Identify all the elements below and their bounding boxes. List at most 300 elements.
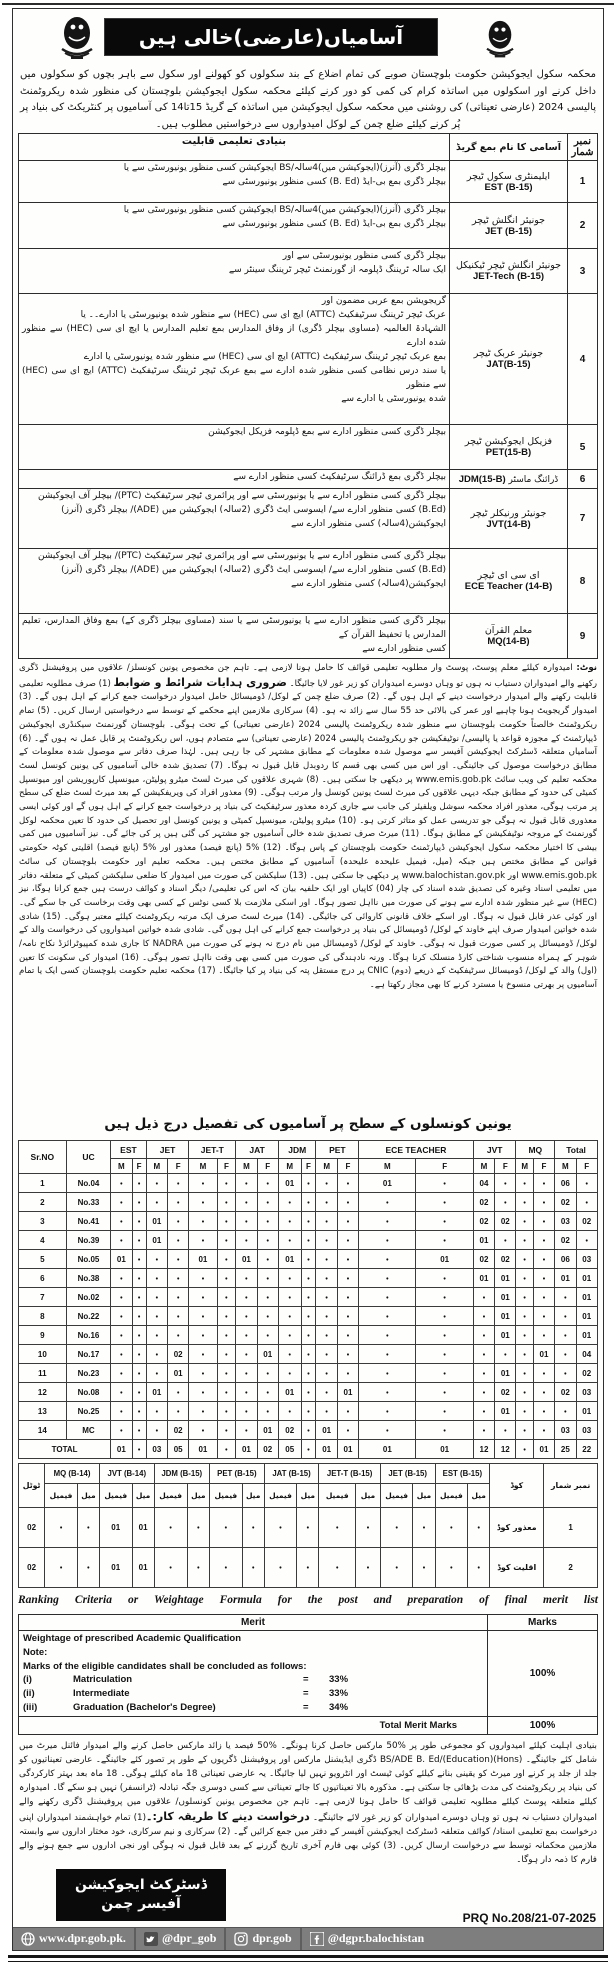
uc-value-cell: •	[533, 1193, 554, 1212]
uc-value-cell: •	[495, 1231, 516, 1250]
uc-value-cell: •	[132, 1288, 146, 1307]
uc-value-cell: •	[516, 1269, 533, 1288]
uc-group-header: JAT	[236, 1141, 279, 1159]
uc-value-cell: •	[278, 1402, 301, 1421]
qualification-line: ایک سالہ ٹریننگ ڈپلومہ از گورنمنٹ ٹیچر ٹریننگ سینٹر سے	[228, 264, 446, 275]
uc-value-cell: •	[359, 1231, 416, 1250]
uc-value-cell: •	[217, 1231, 236, 1250]
merit-items	[23, 1673, 483, 1714]
uc-value-cell: •	[473, 1307, 494, 1326]
post-name: ڈرائنگ ماسٹر JDM(15-B)	[458, 473, 559, 485]
uc-mf-header: M	[555, 1159, 576, 1174]
uc-value-cell: •	[359, 1326, 416, 1345]
posts-table-body	[19, 161, 598, 659]
uc-value-cell: •	[189, 1402, 217, 1421]
uc-value-cell: •	[359, 1250, 416, 1269]
uc-value-cell: •	[111, 1288, 132, 1307]
uc-value-cell: •	[301, 1193, 316, 1212]
qualification-line: بیچلر ڈگری کسی منظور ادارے سے یا یونیورسٹی سے یا سند (مساوی بیچلر ڈگری کے) بمع وفاق المدارس، تعلیم المدارس یا تحفیظ القرآن کے	[22, 616, 446, 640]
uc-value-cell: 02	[555, 1383, 576, 1402]
uc-group-header: JDM	[278, 1141, 316, 1159]
uc-value-cell: •	[516, 1345, 533, 1364]
uc-value-cell: •	[359, 1364, 416, 1383]
post-name-cell	[450, 294, 568, 425]
uc-value-cell: 01	[146, 1212, 167, 1231]
uc-data-row	[19, 1193, 598, 1212]
uc-value-cell: •	[516, 1364, 533, 1383]
uc-total-cell: 01	[236, 1440, 257, 1459]
merit-item-n: (ii)	[23, 1688, 35, 1700]
uc-value-cell: •	[168, 1288, 189, 1307]
uc-value-cell: •	[236, 1421, 257, 1440]
uc-value-cell: •	[316, 1345, 337, 1364]
post-name: جونیئر انگلش ٹیچر	[471, 214, 546, 226]
uc-value-cell: •	[132, 1231, 146, 1250]
quota-value-cell: •	[468, 1508, 490, 1548]
uc-value-cell: •	[416, 1212, 473, 1231]
qualification-line: شدہ یونیورسٹی یا ادارے سے	[341, 393, 446, 404]
uc-total-cell: 01	[359, 1440, 416, 1459]
uc-value-cell: •	[168, 1174, 189, 1193]
quota-value-cell: 01	[132, 1548, 154, 1588]
uc-value-cell: •	[576, 1231, 598, 1250]
uc-data-row	[19, 1326, 598, 1345]
uc-value-cell: •	[278, 1326, 301, 1345]
uc-value-cell: •	[416, 1174, 473, 1193]
posts-table	[18, 133, 598, 659]
uc-value-cell: •	[473, 1421, 494, 1440]
uc-table-title: یونین کونسلوں کے سطح پر آسامیوں کی تفصیل درج ذیل ہیں	[104, 1116, 512, 1132]
uc-total-cell: 01	[316, 1440, 337, 1459]
uc-value-cell: •	[316, 1269, 337, 1288]
post-code: JVT(14-B)	[486, 518, 531, 530]
uc-value-cell: 01	[236, 1250, 257, 1269]
uc-value-cell: •	[111, 1383, 132, 1402]
uc-value-cell: •	[236, 1307, 257, 1326]
uc-name-cell: No.38	[66, 1269, 110, 1288]
government-emblem-icon	[480, 19, 520, 65]
uc-value-cell: 02	[576, 1212, 598, 1231]
uc-value-cell: •	[146, 1402, 167, 1421]
uc-value-cell: •	[236, 1345, 257, 1364]
uc-group-header: EST	[111, 1141, 146, 1159]
posts-table-header-row	[19, 134, 598, 161]
post-code: JAT(B-15)	[486, 359, 531, 370]
uc-data-row	[19, 1402, 598, 1421]
uc-value-cell: •	[236, 1402, 257, 1421]
uc-mf-header: F	[168, 1159, 189, 1174]
uc-header-row	[19, 1141, 598, 1159]
uc-value-cell: •	[217, 1383, 236, 1402]
quota-value-cell: •	[413, 1548, 435, 1588]
quota-code-cell: معذور کوڈ	[490, 1508, 544, 1548]
uc-value-cell: •	[533, 1174, 554, 1193]
uc-data-row	[19, 1231, 598, 1250]
uc-data-row	[19, 1421, 598, 1440]
qualification-line: بیچلر ڈگری (آنرز)(ایجوکیشن میں)4سالہ/BS ایجوکیشن کسی منظور یونیورسٹی سے یا	[123, 163, 446, 173]
post-qualification-cell	[19, 470, 450, 489]
uc-value-cell: •	[257, 1288, 278, 1307]
merit-content-cell	[19, 1631, 488, 1717]
uc-value-cell: •	[337, 1326, 358, 1345]
uc-name-cell: No.08	[66, 1383, 110, 1402]
uc-table	[18, 1140, 598, 1459]
uc-mf-header: M	[473, 1159, 494, 1174]
qualification-line: یا سند درس نظامی کسی منظور شدہ ادارے سے بمع عربک ٹیچر ٹریننگ سرٹیفکیٹ (ATTC) ایچ ای سی (HEC) سے منظور	[22, 365, 447, 390]
merit-item-eq: =	[303, 1674, 309, 1686]
post-qualification-cell	[19, 161, 450, 203]
uc-value-cell: •	[189, 1288, 217, 1307]
uc-value-cell: •	[278, 1193, 301, 1212]
quota-value-cell: •	[356, 1508, 381, 1548]
uc-value-cell: •	[316, 1364, 337, 1383]
quota-group-header: EST (B-15)	[435, 1464, 490, 1484]
uc-value-cell: •	[316, 1193, 337, 1212]
quota-group-header: JVT (B-14)	[99, 1464, 154, 1484]
uc-value-cell: •	[168, 1231, 189, 1250]
uc-total-cell: 12	[473, 1440, 494, 1459]
uc-value-cell: •	[236, 1288, 257, 1307]
uc-value-cell: 01	[576, 1307, 598, 1326]
uc-total-cell: 12	[495, 1440, 516, 1459]
footer-facebook-segment	[300, 1928, 432, 1950]
footer-website-segment	[13, 1928, 134, 1950]
uc-value-cell: •	[111, 1307, 132, 1326]
uc-value-cell: •	[189, 1174, 217, 1193]
merit-item-row	[23, 1701, 483, 1715]
uc-value-cell: •	[555, 1307, 576, 1326]
uc-value-cell: •	[257, 1326, 278, 1345]
uc-value-cell: •	[189, 1231, 217, 1250]
uc-total-cell: •	[217, 1440, 236, 1459]
uc-value-cell: •	[555, 1402, 576, 1421]
uc-name-cell: No.33	[66, 1193, 110, 1212]
uc-value-cell: •	[278, 1307, 301, 1326]
advertisement-frame	[12, 8, 604, 1951]
uc-value-cell: •	[111, 1269, 132, 1288]
uc-value-cell: •	[111, 1421, 132, 1440]
uc-value-cell: •	[337, 1307, 358, 1326]
uc-value-cell: •	[146, 1250, 167, 1269]
uc-value-cell: •	[301, 1364, 316, 1383]
uc-value-cell: •	[301, 1288, 316, 1307]
qualification-line: بیچلر ڈگری (آنرز)(ایجوکیشن میں)4سالہ/BS ایجوکیشن کسی منظور یونیورسٹی سے یا	[123, 205, 446, 215]
uc-group-header: JET	[146, 1141, 189, 1159]
qualification-line: گریجویشن بمع عربی مضمون اور	[321, 296, 446, 306]
merit-item-val: 33%	[329, 1674, 349, 1686]
uc-total-row	[19, 1440, 598, 1459]
posts-header-sr: نمبر شمار	[568, 134, 598, 161]
footer-instagram-segment	[224, 1928, 299, 1950]
uc-value-cell: 01	[337, 1383, 358, 1402]
uc-value-cell: •	[146, 1288, 167, 1307]
qualification-line: (B.Ed) کسی منظور ادارے سے/ ایسوسی ایٹ ڈگری (2سالہ) ایجوکیشن میں (ADE)/ بیچلر ڈگری (آنرز)	[61, 564, 446, 575]
uc-value-cell: •	[316, 1383, 337, 1402]
uc-value-cell: •	[257, 1231, 278, 1250]
uc-value-cell: •	[533, 1307, 554, 1326]
uc-value-cell: •	[359, 1288, 416, 1307]
post-table-row	[19, 294, 598, 425]
uc-value-cell: •	[217, 1269, 236, 1288]
uc-value-cell: •	[301, 1174, 316, 1193]
uc-total-cell: 02	[257, 1440, 278, 1459]
quota-male-header: میل	[468, 1484, 490, 1508]
uc-total-cell: 01	[533, 1440, 554, 1459]
uc-value-cell: •	[516, 1326, 533, 1345]
qualification-line: (B.Ed) کسی منظور ادارے سے/ ایسوسی ایٹ ڈگری (2سالہ) ایجوکیشن میں (ADE)/ بیچلر ڈگری (آنرز)	[61, 504, 446, 515]
post-code: JDM(15-B)	[458, 473, 506, 485]
uc-value-cell: •	[278, 1364, 301, 1383]
quota-total-cell: 02	[19, 1548, 45, 1588]
uc-value-cell: •	[516, 1174, 533, 1193]
uc-value-cell: •	[516, 1421, 533, 1440]
post-table-row	[19, 425, 598, 470]
uc-value-cell: •	[168, 1212, 189, 1231]
post-name: ای سی ای ٹیچر	[477, 570, 540, 581]
uc-value-cell: •	[337, 1212, 358, 1231]
page-title: آسامیاں(عارضی)خالی ہیں	[138, 25, 404, 49]
uc-value-cell: •	[301, 1326, 316, 1345]
footer-facebook: @dgpr.balochistan	[327, 1931, 425, 1946]
bottom-double-rule	[8, 1955, 608, 1962]
uc-value-cell: •	[146, 1269, 167, 1288]
quota-female-header: فیمیل	[154, 1484, 187, 1508]
uc-value-cell: •	[168, 1250, 189, 1269]
uc-data-row	[19, 1383, 598, 1402]
uc-value-cell: 01	[257, 1345, 278, 1364]
uc-value-cell: •	[257, 1364, 278, 1383]
merit-item-label: Intermediate	[73, 1688, 130, 1700]
intro-paragraph: محکمہ سکول ایجوکیشن حکومت بلوچستان صوبے کی تمام اضلاع کے بند سکولوں کو کھولنے اور سکول سے باہر بچوں کو سکولوں میں داخل کرنے اور اسکولوں میں اساتذہ کرام کی کمی کو دور کرنے کیلئے محکمہ سکول ایجوکیشن بلوچستان کی منظور شدہ ریکروٹمنٹ پالیسی 2024 (عارضی تعیناتی) کی روشنی میں محکمہ سکول ایجوکیشن میں اساتذہ کے گریڈ 15تا14 کی آسامیوں پر کنٹریکٹ کی بنیاد پر پُر کرنے کیلئے ضلع چمن کے لوکل امیدواروں سے درخواستیں مطلوب ہیں۔	[20, 69, 597, 130]
uc-value-cell: •	[301, 1212, 316, 1231]
qualification-line: بیچلر ڈگری کسی منظور ادارے سے یا یونیورسٹی سے اور پرائمری ٹیچر سرٹیفکیٹ (PTC)/ بیچلر آف ایجوکیشن	[38, 491, 446, 501]
uc-value-cell: •	[189, 1364, 217, 1383]
uc-value-cell: •	[337, 1269, 358, 1288]
uc-value-cell: •	[473, 1288, 494, 1307]
uc-value-cell: •	[576, 1193, 598, 1212]
uc-value-cell: 01	[278, 1174, 301, 1193]
uc-value-cell: 03	[576, 1421, 598, 1440]
uc-value-cell: •	[217, 1326, 236, 1345]
uc-value-cell: •	[111, 1402, 132, 1421]
quota-group-header: MQ (B-14)	[45, 1464, 100, 1484]
uc-group-header: Total	[555, 1141, 598, 1159]
uc-value-cell: •	[416, 1383, 473, 1402]
uc-value-cell: •	[533, 1288, 554, 1307]
post-name-cell	[450, 249, 568, 294]
uc-name-cell: No.16	[66, 1326, 110, 1345]
qualification-line: ایجوکیشن(4سالہ) کسی منظور ادارے سے	[290, 578, 446, 589]
uc-value-cell: •	[555, 1326, 576, 1345]
uc-mf-header: F	[416, 1159, 473, 1174]
uc-value-cell: •	[301, 1345, 316, 1364]
post-code: ECE Teacher (14-B)	[464, 581, 553, 592]
uc-value-cell: 01	[278, 1250, 301, 1269]
uc-data-row	[19, 1250, 598, 1269]
post-name-cell	[450, 203, 568, 249]
uc-value-cell: 01	[495, 1364, 516, 1383]
merit-item-val: 34%	[329, 1701, 349, 1713]
uc-value-cell: •	[416, 1421, 473, 1440]
uc-value-cell: •	[111, 1212, 132, 1231]
uc-name-cell: No.22	[66, 1307, 110, 1326]
signature-row	[18, 1869, 598, 1927]
uc-value-cell: •	[533, 1326, 554, 1345]
uc-value-cell: •	[533, 1402, 554, 1421]
uc-value-cell: •	[495, 1421, 516, 1440]
uc-value-cell: •	[111, 1326, 132, 1345]
post-name-cell	[450, 614, 568, 659]
uc-mf-header: F	[495, 1159, 516, 1174]
uc-value-cell: •	[359, 1421, 416, 1440]
uc-value-cell: •	[316, 1250, 337, 1269]
quota-female-header: فیمیل	[319, 1484, 356, 1508]
uc-value-cell: •	[132, 1212, 146, 1231]
quota-value-cell: •	[380, 1508, 413, 1548]
quota-value-cell: •	[319, 1548, 356, 1588]
quota-male-header: میل	[132, 1484, 154, 1508]
post-code: MQ(14-B)	[487, 636, 530, 647]
quota-value-cell: •	[264, 1548, 297, 1588]
rules-heading: ضروری ہدایات شرائط و ضوابط	[113, 675, 287, 689]
uc-value-cell: •	[301, 1402, 316, 1421]
quota-group-header: PET (B-15)	[210, 1464, 265, 1484]
uc-value-cell: 01	[316, 1421, 337, 1440]
uc-mf-header: F	[217, 1159, 236, 1174]
signature-line-2: آفیسر چمن	[101, 1895, 181, 1912]
post-table-row	[19, 249, 598, 294]
quota-value-cell: •	[210, 1508, 243, 1548]
uc-value-cell: •	[416, 1307, 473, 1326]
facebook-icon	[310, 1932, 324, 1946]
header	[18, 13, 598, 67]
uc-value-cell: 01	[555, 1269, 576, 1288]
uc-value-cell: •	[217, 1307, 236, 1326]
quota-table-body	[19, 1508, 598, 1588]
uc-value-cell: 02	[473, 1212, 494, 1231]
post-table-row	[19, 203, 598, 249]
uc-total-cell: 01	[337, 1440, 358, 1459]
uc-value-cell: •	[555, 1345, 576, 1364]
post-sr-cell: 2	[568, 203, 598, 249]
qualification-line: بیچلر ڈگری بمع بی-ایڈ (B. Ed) کسی منظور یونیورسٹی سے	[222, 176, 446, 187]
uc-mf-header: F	[132, 1159, 146, 1174]
uc-total-cell: 22	[576, 1440, 598, 1459]
quota-value-cell: •	[242, 1548, 264, 1588]
uc-value-cell: •	[555, 1364, 576, 1383]
quota-header-sr: نمبر شمار	[544, 1464, 598, 1508]
quota-data-row	[19, 1548, 598, 1588]
post-code: PET(15-B)	[485, 447, 532, 458]
merit-total-row	[19, 1716, 598, 1734]
note-label: نوٹ:	[576, 663, 597, 673]
merit-body-row	[19, 1631, 598, 1717]
uc-mf-header: M	[236, 1159, 257, 1174]
uc-header-uc: UC	[66, 1141, 110, 1174]
merit-item-label: Graduation (Bachelor's Degree)	[73, 1701, 216, 1713]
uc-value-cell: •	[316, 1288, 337, 1307]
quota-male-header: میل	[356, 1484, 381, 1508]
signature-box	[56, 1869, 226, 1921]
uc-value-cell: •	[301, 1250, 316, 1269]
uc-data-row	[19, 1212, 598, 1231]
quota-value-cell: •	[297, 1508, 319, 1548]
uc-value-cell: •	[217, 1193, 236, 1212]
uc-value-cell: •	[533, 1269, 554, 1288]
quota-value-cell: •	[297, 1548, 319, 1588]
uc-value-cell: •	[359, 1307, 416, 1326]
posts-header-post: آسامی کا نام بمع گریڈ	[450, 134, 568, 161]
instagram-icon	[234, 1932, 248, 1946]
post-qualification-cell	[19, 489, 450, 549]
uc-mf-header: M	[278, 1159, 301, 1174]
uc-sr-cell: 5	[19, 1250, 67, 1269]
uc-mf-header: M	[359, 1159, 416, 1174]
merit-line-3: Marks of the eligible candidates shall be concluded as follows:	[23, 1660, 307, 1672]
uc-value-cell: •	[111, 1364, 132, 1383]
footer-instagram: dpr.gob	[252, 1931, 292, 1946]
quota-header-code: کوڈ	[490, 1464, 544, 1508]
uc-value-cell: •	[301, 1231, 316, 1250]
government-emblem-icon	[54, 15, 100, 67]
uc-value-cell: •	[146, 1326, 167, 1345]
uc-sr-cell: 6	[19, 1269, 67, 1288]
rules-text: (1) صرف مطلوبہ تعلیمی قابلیت رکھنے والے امیدوار درخواست دینے کے اہل ہوں گے۔ (2) صرف ضلع چمن کے لوکل/ ڈومیسائل حامل امیدوار درخواست جمع کرانے کے اہل ہوں گے۔ (3) امیدوار گریجویٹ ہونا چاہیے اور عمر کی بالائی حد 55 سال سے زائد نہ ہو۔ (4) سرکاری ملازمین اپنے محکمے کے توسط سے درخواستیں ارسال کریں۔ (5) تمام ریکروٹمنٹ خالصتاً حکومت بلوچستان سے منظور شدہ ریکروٹمنٹ پالیسی 2024 (عارضی تعیناتی) کے تحت ہوگی۔ بلوچستان گورنمنٹ سیکنڈری ایجوکیشن ڈیپارٹمنٹ کے مجوزہ قواعد یا پالیسی/ نوٹیفکیشن جو ریکروٹمنٹ پالیسی 2024 (عارضی تعیناتی) سے متصادم ہوں، اس ریکروٹمنٹ پر قابل عمل نہ ہوں گے۔ (6) آسامیاں متعلقہ ڈسٹرکٹ ایجوکیشن آفیسر سے موصول شدہ معلومات کے مطابق مشتہر کی جا رہی ہیں۔ لہٰذا صرف دفاتر سے موصول شدہ معلومات کے مطابق درخواست موصول کی جائینگی۔ اور اس میں کسی بھی قسم کا ردوبدل قابل قبول نہ ہوگا۔ (7) تصدیق شدہ خالی آسامیوں کی یونین کونسل لسٹ محکمہ تعلیم کی ویب سائٹ www.emis.gob.pk پر دیکھی جا سکتی ہیں۔ (8) شہری علاقوں کی میرٹ لسٹ میٹرو پولیٹن، میونسپل کارپوریشن اور میونسپل کمیٹی کی حدود کے مطابق جبکہ دیہی علاقوں کی میرٹ لسٹ یونین کونسل وار مرتب ہوگی۔ (9) معذور افراد کی ویریفکیشن کے بعد میرٹ لسٹ ضلع کی سطح پر مرتب ہوگی، معذور افراد محکمہ سوشل ویلفیئر کی جانب سے جاری کردہ معذور سرٹیفکیٹ کی بنیاد پر درخواست جمع کرانے کے اہل ہوں گے اور کوئی ایسی معذوری قابل قبول نہ ہوگی جو تدریسی عمل کو متاثر کرتی ہو۔ (10) میٹرو پولیٹن، میونسپل کمیٹی و یونین کونسل اور تحصیل کی حدود کا تعین محکمہ لوکل گورنمنٹ کے مروجہ نوٹیفکیشن کے مطابق ہوگا۔ (11) میرٹ صرف تصدیق شدہ خالی آسامیوں جو مشتہر کی گئی ہیں پر کی جائے گی۔ نیز آسامیوں میں کمی بیشی کا اختیار محکمہ سکول ایجوکیشن ڈیپارٹمنٹ حکومت بلوچستان کے پاس ہوگا۔ (12) %5 (پانچ فیصد) معذور اور %5 (پانچ فیصد) اقلیتی کوٹہ حکومتی قوانین کے مطابق مختص ہیں جبکہ (میل، فیمیل علیحدہ علیحدہ) آسامیوں کے مطابق مختص ہیں۔ محکمہ تعلیم اور حکومت بلوچستان کی سائٹ www.emis.gob.pk اور www.balochistan.gov.pk پر دیکھی جا سکتی ہیں۔ (13) سلیکشن کی صورت میں امیدوار کا ضلعی سلیکشن کمیٹی کے متعلقہ دفاتر میں تعلیمی اسناد وغیرہ کی تصدیق شدہ اسناد کی چار (04) کاپیاں اور ایک حلفیہ بیان کہ اس کی تعلیمی/ دیگر اسناد و کوائف درست ہیں جمع کرانا ہوگا، نیز (HEC) سے غیر منظور شدہ ادارے سے ہونے کی صورت میں نااہل تصور ہوگا۔ اور اسکی ملازمت بلا کسی نوٹس کے کسی بھی وقت برخاست کی جا سکے گی۔ اور کوئی عذر قابل قبول نہ ہوگا۔ اور اسکے خلاف قانونی کاروائی کی جائیگی۔ (14) میرٹ لسٹ صرف ایک مرتبہ ریکروٹمنٹ کیلئے معتبر ہوگی۔ (15) شادی شدہ خواتین امیدوار صرف اپنے خاوند کے لوکل/ ڈومیسائل کی بنیاد پر درخواست جمع کرانے کی اہل ہوں گی۔ شادی شدہ خواتین امیدواروں کی درخواست والد کے لوکل/ ڈومیسائل پر کسی صورت قبول نہ ہوگی۔ خاوند کے لوکل/ ڈومیسائل میں نام درج نہ ہونے کی صورت میں NADRA کا جاری شدہ کمپیوٹرائزڈ نکاح نامہ/ شوہر کے ہمراہ منسوب شناختی کارڈ منسلک کرنا ہوگا۔ ورنہ نادہندگی کی صورت میں کسی بھی وقت نااہل تصور ہوگی۔ (16) امیدوار کی سکونت کا تعین (اول) والد کے لوکل/ ڈومیسائل سرٹیفکیٹ کے ذریعے (دوم) CNIC پر درج مستقل پتہ کی بنیاد پر کیا جائیگا۔ (17) محکمہ تعلیم حکومت بلوچستان کسی ایک یا تمام آسامیوں پر بھرتی منسوخ یا مسترد کرنے کا بھی مجاز رکھتا ہے۔	[19, 678, 598, 991]
uc-value-cell: •	[257, 1193, 278, 1212]
quota-value-cell: •	[242, 1508, 264, 1548]
uc-value-cell: •	[257, 1307, 278, 1326]
uc-value-cell: •	[516, 1307, 533, 1326]
post-sr-cell: 8	[568, 549, 598, 614]
uc-value-cell: •	[217, 1288, 236, 1307]
uc-value-cell: •	[217, 1250, 236, 1269]
procedure-text: (1) تمام خواہشمند امیدواران اپنی درخواست بمع تعلیمی اسناد/ کوائف متعلقہ ڈسٹرکٹ ایجوکیشن آفیسر کے دفتر میں جمع کرائیں گے۔ (2) سرکاری و نیم سرکاری، خود مختار اداروں سے وابستہ ملازمین محکمانہ توسط سے درخواست ارسال کریں۔ (3) کوئی بھی فارم آخری تاریخ گزرنے کے بعد قابل قبول نہ ہوگی اور نجی اداروں سے جمع ہونے والے فارم کا ذمہ دار ہوگا۔	[19, 1812, 597, 1866]
uc-sr-cell: 7	[19, 1288, 67, 1307]
uc-name-cell: No.39	[66, 1231, 110, 1250]
uc-value-cell: •	[132, 1269, 146, 1288]
uc-value-cell: •	[516, 1288, 533, 1307]
uc-value-cell: 01	[146, 1231, 167, 1250]
uc-value-cell: •	[132, 1402, 146, 1421]
uc-mf-header: F	[301, 1159, 316, 1174]
uc-value-cell: 01	[495, 1307, 516, 1326]
twitter-icon	[144, 1932, 158, 1946]
post-qualification-cell	[19, 425, 450, 470]
post-table-row	[19, 614, 598, 659]
uc-value-cell: 02	[168, 1345, 189, 1364]
uc-name-cell: MC	[66, 1421, 110, 1440]
uc-total-cell: 25	[555, 1440, 576, 1459]
uc-name-cell: No.05	[66, 1250, 110, 1269]
uc-value-cell: 04	[473, 1174, 494, 1193]
uc-value-cell: 01	[278, 1383, 301, 1402]
uc-value-cell: •	[217, 1212, 236, 1231]
quota-value-cell: •	[154, 1548, 187, 1588]
uc-data-row	[19, 1288, 598, 1307]
post-table-row	[19, 489, 598, 549]
post-name-cell	[450, 470, 568, 489]
closing-paragraph: بنیادی اہلیت کیلئے امیدواروں کو مجموعی طور پر %50 مارکس حاصل کرنا ہونگے۔ %50 فیصد یا زائد مارکس حاصل کرنے والے امیدوار فائنل میرٹ میں شامل کئے جائینگے۔ BS/ADE B. Ed/(Education)(Hons) ڈگری ایڈیشنل مارکس اور پروفیشنل ڈگریوں کے طور پر تصور کئے جائینگے۔ عارضی تعیناتیوں کو جلد از جلد پر کرنے اور میرٹ کو یقینی بنانے کیلئے کوئی ٹیسٹ اور انٹرویو نہیں لیا جائیگا۔ یہ عارضی تعیناتی 18 ماہ کیلئے ہوگی۔ 18 ماہ بعد بہتر کارکردگی کی بنیاد پر ریکروٹمنٹ کی مدت بڑھائی جا سکتی ہے۔ مذکورہ بالا تعیناتیوں کا جائے تعیناتی سے کسی دوسری جگہ تبادلہ (ٹرانسفر) نہیں ہو سکے گا۔ امیدوارہ کیلئے متعلقہ پوسٹ کیلئے مطلوبہ تعلیمی قوائف کا حامل ہونا لازمی ہے۔ تاہم جن مخصوص یونین کونسلوں/ علاقوں میں پروفیشنل ڈگری رکھنے والے امیدواران دستیاب نہ ہوں تو وہاں دوسرے امیدواران کو زیر غور لائے جائینگے۔	[19, 1740, 598, 1823]
uc-value-cell: •	[359, 1383, 416, 1402]
quota-value-cell: •	[77, 1548, 99, 1588]
quota-female-header: فیمیل	[264, 1484, 297, 1508]
merit-header-row	[19, 1615, 598, 1631]
uc-value-cell: •	[189, 1269, 217, 1288]
uc-value-cell: 01	[576, 1269, 598, 1288]
uc-value-cell: 06	[555, 1250, 576, 1269]
uc-value-cell: •	[168, 1269, 189, 1288]
post-name-cell	[450, 489, 568, 549]
